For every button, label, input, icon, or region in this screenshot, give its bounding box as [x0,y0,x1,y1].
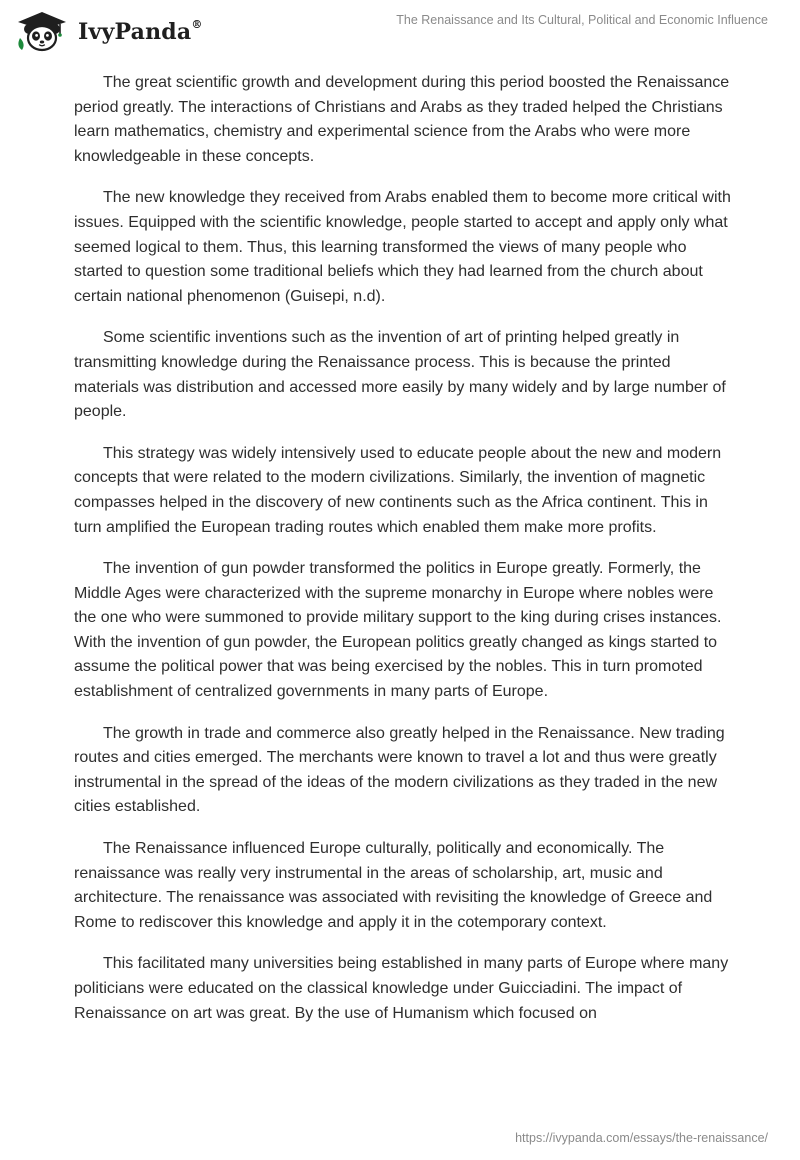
brand-name: IvyPanda® [78,17,203,45]
paragraph: The growth in trade and commerce also greatly helped in the Renaissance. New trading routes and cities emerged. The merchants were known to travel a lot and thus were greatly instrumental in the spread of the ideas of the modern civilizations as they traded in the new cities established. [74,724,725,816]
panda-graduation-cap-icon [14,8,72,52]
paragraph: The invention of gun powder transformed the politics in Europe greatly. Formerly, the Middle Ages were characterized with the supreme monarchy in Europe where nobles were the one who were summoned to provide military support to the king during crises instances. With the invention of gun powder, the European politics greatly changed as kings started to assume the political power that was being exercised by the nobles. This in turn promoted establishment of centralized governments in many parts of Europe. [74,560,722,701]
paragraph: The new knowledge they received from Arabs enabled them to become more critical with issues. Equipped with the scientific knowledge, people started to accept and apply only what seemed logical to them. Thus, this learning transformed the views of many people who started to question some traditional beliefs which they had learned from the church about certain national phenomenon (Guisepi, n.d). [74,189,731,305]
paragraph: The great scientific growth and development during this period boosted the Renaissance period greatly. The interactions of Christians and Arabs as they traded helped the Christians learn mathematics, chemistry and experimental science from the Arabs who were more knowledgeable in these concepts. [74,74,730,165]
paragraph: Some scientific inventions such as the invention of art of printing helped greatly in transmitting knowledge during the Renaissance process. This is because the printed materials was distribution and accessed more easily by many widely and by large number of people. [74,329,726,421]
essay-body [74,71,734,1043]
paragraph: This facilitated many universities being established in many parts of Europe where many politicians were educated on the classical knowledge under Guicciadini. The impact of Renaissance on art was great. By the use of Humanism which focused on [74,955,729,1022]
page-header [0,0,800,60]
registered-mark: ® [191,17,203,31]
document-title: The Renaissance and Its Cultural, Political and Economic Influence [396,13,768,27]
paragraph: The Renaissance influenced Europe culturally, politically and economically. The renaissance was really very instrumental in the areas of scholarship, art, music and architecture. The renaissance was associated with revisiting the knowledge of Greece and Rome to rediscover this knowledge and apply it in the cotemporary context. [74,840,713,931]
brand-logo[interactable] [14,8,203,52]
paragraph: This strategy was widely intensively used to educate people about the new and modern concepts that were related to the modern civilizations. Similarly, the invention of magnetic compasses helped in the discovery of new continents such as the Africa continent. This in turn amplified the European trading routes which enabled them make more profits. [74,444,722,536]
source-url[interactable]: https://ivypanda.com/essays/the-renaissance/ [515,1131,768,1145]
